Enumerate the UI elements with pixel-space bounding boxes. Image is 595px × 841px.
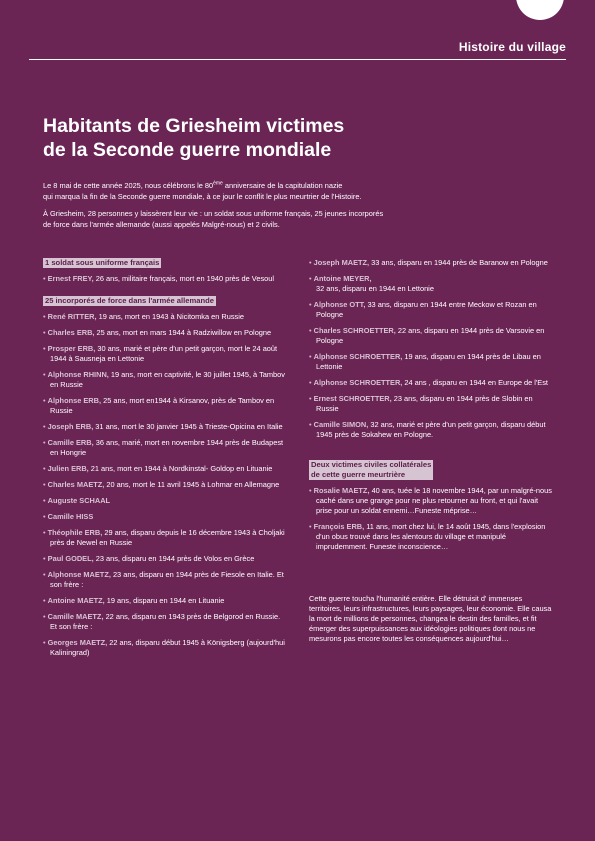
intro-p2-line2: de force dans l'armée allemande (aussi appelés Malgré-nous) et 2 civils. (43, 219, 280, 229)
victim-name: René RITTER, (47, 312, 97, 321)
list-item (43, 596, 289, 606)
bullet-icon: • (309, 326, 314, 335)
victim-details: 22 ans, disparu en 1944 près de Varsovie en Pologne (316, 326, 545, 345)
intro-paragraph-2 (43, 209, 473, 230)
victim-details: 40 ans, tuée le 18 novembre 1944, par un malgré-nous caché dans une grange pour ne plus retourner au front, et qui l'avait prise pour un soldat ennemi…Funeste méprise… (316, 486, 552, 515)
victim-name: Charles ERB, (47, 328, 95, 337)
victim-name: Camille MAETZ, (47, 612, 104, 621)
victim-details: 29 ans, disparu depuis le 16 décembre 1943 à Choljaki près de Newel en Russie (50, 528, 285, 547)
victim-details: 11 ans, mort chez lui, le 14 août 1945, dans l'explosion d'un obus trouvé dans les alentours du village et manipulé imprudemment. Funeste inconscience… (316, 522, 546, 551)
civilians-list (309, 486, 555, 552)
bullet-icon: • (43, 396, 48, 405)
list-item (309, 274, 555, 294)
heading-forced: 25 incorporés de force dans l'armée allemande (45, 296, 214, 305)
list-item (309, 352, 555, 372)
list-item (309, 300, 555, 320)
bullet-icon: • (43, 612, 48, 621)
soldier-list (43, 274, 289, 284)
victim-name: Ernest SCHROETTER, (313, 394, 392, 403)
list-item (43, 554, 289, 564)
victim-details: 33 ans, disparu en 1944 entre Meckow et Rozan en Pologne (316, 300, 537, 319)
bullet-icon: • (43, 274, 48, 283)
intro-paragraph-1 (43, 181, 473, 202)
intro-p1-part1: Le 8 mai de cette année 2025, nous célébrons le 80 (43, 181, 214, 190)
bullet-icon: • (309, 420, 314, 429)
victim-name: Alphonse SCHROETTER, (313, 378, 403, 387)
heading-civilians (309, 460, 433, 480)
victim-details: 19 ans, disparu en 1944 en Lituanie (104, 596, 225, 605)
victim-name: Antoine MAETZ, (47, 596, 105, 605)
victim-name: Paul GODEL, (47, 554, 94, 563)
victim-name: Georges MAETZ, (47, 638, 108, 647)
header-divider (29, 59, 566, 60)
bullet-icon: • (43, 312, 48, 321)
victim-name: François ERB, (313, 522, 365, 531)
victim-details: 24 ans , disparu en 1944 en Europe de l'Est (402, 378, 548, 387)
bullet-icon: • (43, 638, 48, 647)
list-item (43, 274, 289, 284)
list-item (309, 486, 555, 516)
victim-details: 30 ans, marié et père d'un petit garçon, mort le 24 août 1944 à Sausneja en Lettonie (50, 344, 278, 363)
list-item (309, 258, 555, 268)
list-item (43, 396, 289, 416)
intro-p2-line1: À Griesheim, 28 personnes y laissèrent leur vie : un soldat sous uniforme français, 25 jeunes incorporés (43, 209, 384, 218)
bullet-icon: • (309, 258, 314, 267)
intro-p1-sup: ème (213, 180, 223, 187)
bullet-icon: • (309, 486, 314, 495)
list-item (43, 496, 289, 506)
victim-name: Charles MAETZ, (47, 480, 105, 489)
forced-list-right (309, 258, 555, 440)
list-item (43, 480, 289, 490)
victim-name: Alphonse RHINN, (47, 370, 109, 379)
bullet-icon: • (43, 480, 48, 489)
forced-list-left (43, 312, 289, 658)
bullet-icon: • (43, 512, 48, 521)
list-item (309, 522, 555, 552)
victim-name: Auguste SCHAAL (47, 496, 111, 505)
list-item (309, 420, 555, 440)
victim-details: 32 ans, disparu en 1944 en Lettonie (316, 284, 434, 293)
victim-name: Julien ERB, (47, 464, 89, 473)
victim-details: 31 ans, mort le 30 janvier 1945 à Trieste-Opicina en Italie (93, 422, 283, 431)
bullet-icon: • (43, 570, 48, 579)
bullet-icon: • (43, 528, 48, 537)
victim-details: 19 ans, disparu en 1944 près de Libau en Lettonie (316, 352, 541, 371)
victim-name: Charles SCHROETTER, (313, 326, 396, 335)
bullet-icon: • (43, 370, 48, 379)
conclusion-text: Cette guerre toucha l'humanité entière. Elle détruisit d' immenses territoires, leurs infrastructures, leurs paysages, leur économie. Elle causa la mort de millions de personnes, changea le destin des familles, et fit émerger des superpuissances aux idéologies politiques dont nous ne mesurons pas encore toutes les conséquences aujourd'hui… (309, 594, 552, 643)
bullet-icon: • (309, 352, 314, 361)
bullet-icon: • (309, 378, 314, 387)
title-line-1: Habitants de Griesheim victimes (43, 115, 345, 137)
victim-details: 33 ans, disparu en 1944 près de Baranow en Pologne (369, 258, 548, 267)
list-item (43, 312, 289, 322)
bullet-icon: • (309, 522, 314, 531)
bullet-icon: • (43, 328, 48, 337)
left-column (43, 258, 289, 664)
victim-name: Joseph ERB, (47, 422, 94, 431)
list-item (43, 344, 289, 364)
heading-civilians-line2: de cette guerre meurtrière (311, 470, 406, 479)
victim-name: Camille HISS (47, 512, 94, 521)
victim-details: 23 ans, disparu en 1944 près de Volos en Grèce (93, 554, 255, 563)
list-item (309, 326, 555, 346)
list-item (43, 370, 289, 390)
victim-details: 20 ans, mort le 11 avril 1945 à Lohmar en Allemagne (104, 480, 280, 489)
victim-details: 26 ans, militaire français, mort en 1940 près de Vesoul (93, 274, 275, 283)
victim-details: 21 ans, mort en 1944 à Nordkinstal- Goldop en Lituanie (88, 464, 273, 473)
victim-details: 22 ans, disparu en 1943 près de Belgorod en Russie. Et son frère : (50, 612, 281, 631)
victim-details: 23 ans, disparu en 1944 près de Slobin en Russie (316, 394, 533, 413)
list-item (43, 464, 289, 474)
victim-name: Ernest FREY, (47, 274, 94, 283)
list-item (43, 612, 289, 632)
list-item (309, 394, 555, 414)
bullet-icon: • (43, 422, 48, 431)
victim-details: 25 ans, mort en1944 à Kirsanov, près de Tambov en Russie (50, 396, 275, 415)
heading-civilians-line1: Deux victimes civiles collatérales (311, 460, 432, 469)
bullet-icon: • (309, 274, 314, 283)
victim-name: Alphonse ERB, (47, 396, 102, 405)
bullet-icon: • (43, 344, 48, 353)
victim-name: Prosper ERB, (47, 344, 96, 353)
victim-name: Alphonse SCHROETTER, (313, 352, 403, 361)
corner-circle-decoration (516, 0, 564, 20)
victim-details: 25 ans, mort en mars 1944 à Radziwillow en Pologne (94, 328, 272, 337)
victim-name: Théophile ERB, (47, 528, 103, 537)
right-column (309, 258, 555, 644)
victim-name: Rosalie MAETZ, (313, 486, 370, 495)
heading-soldier: 1 soldat sous uniforme français (45, 258, 160, 267)
intro-text (43, 181, 473, 237)
victim-name: Antoine MEYER, (313, 274, 372, 283)
victim-name: Joseph MAETZ, (313, 258, 370, 267)
victim-details: 19 ans, mort en 1943 à Nicitomka en Russie (96, 312, 245, 321)
bullet-icon: • (43, 554, 48, 563)
title-line-2: de la Seconde guerre mondiale (43, 139, 332, 161)
page-title (43, 114, 463, 162)
victim-name: Camille ERB, (47, 438, 94, 447)
victim-details: 32 ans, marié et père d'un petit garçon, disparu début 1945 près de Sokahew en Pologne. (316, 420, 546, 439)
list-item (43, 638, 289, 658)
list-item (43, 570, 289, 590)
intro-p1-part2: anniversaire de la capitulation nazie (222, 181, 343, 190)
list-item (43, 438, 289, 458)
victim-details: 36 ans, marié, mort en novembre 1944 près de Budapest en Hongrie (50, 438, 284, 457)
list-item (43, 422, 289, 432)
victim-details: 23 ans, disparu en 1944 près de Fiesole en Italie. Et son frère : (50, 570, 284, 589)
bullet-icon: • (43, 496, 48, 505)
victim-name: Alphonse MAETZ, (47, 570, 111, 579)
victim-details: 19 ans, mort en captivité, le 30 juillet 1945, à Tambov en Russie (50, 370, 285, 389)
bullet-icon: • (43, 596, 48, 605)
victim-name: Camille SIMON, (313, 420, 369, 429)
section-label: Histoire du village (458, 40, 566, 54)
bullet-icon: • (309, 394, 314, 403)
intro-p1-line2: qui marqua la fin de la Seconde guerre mondiale, à ce jour le conflit le plus meurtrier de l'Histoire. (43, 191, 362, 201)
list-item (43, 512, 289, 522)
list-item (43, 528, 289, 548)
list-item (309, 378, 555, 388)
victim-name: Alphonse OTT, (313, 300, 366, 309)
list-item (43, 328, 289, 338)
bullet-icon: • (43, 438, 48, 447)
victim-details: 22 ans, disparu début 1945 à Königsberg (aujourd'hui Kaliningrad) (50, 638, 285, 657)
bullet-icon: • (309, 300, 314, 309)
bullet-icon: • (43, 464, 48, 473)
